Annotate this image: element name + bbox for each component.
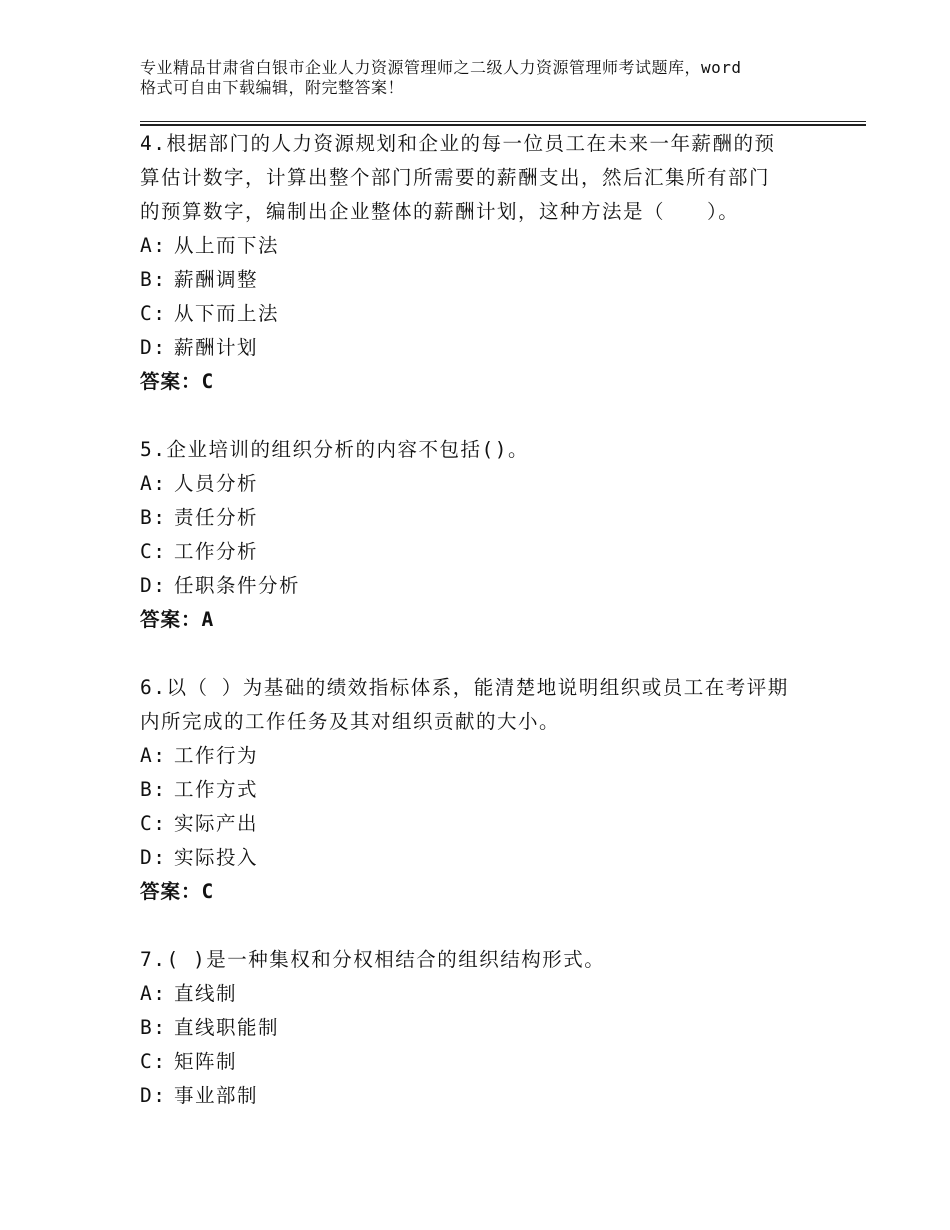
- option-text: 矩阵制: [174, 1050, 238, 1073]
- question-4: [140, 127, 840, 399]
- question-stem: [140, 433, 840, 467]
- option-letter: C:: [140, 302, 167, 325]
- option-c: [140, 807, 840, 841]
- option-text: 工作分析: [174, 540, 259, 563]
- question-spacer: [140, 637, 840, 671]
- option-letter: C:: [140, 812, 167, 835]
- option-b: [140, 1011, 840, 1045]
- question-stem-line: 7.( )是一种集权和分权相结合的组织结构形式。: [140, 948, 606, 971]
- header-divider-thin: [140, 121, 866, 122]
- option-b: [140, 501, 840, 535]
- option-d: [140, 331, 840, 365]
- option-letter: A:: [140, 982, 167, 1005]
- option-text: 从上而下法: [174, 234, 280, 257]
- question-spacer: [140, 399, 840, 433]
- question-stem: [140, 943, 840, 977]
- question-stem-line: 5.企业培训的组织分析的内容不包括()。: [140, 438, 529, 461]
- question-stem: [140, 671, 840, 739]
- option-d: [140, 841, 840, 875]
- document-header: [140, 58, 830, 98]
- option-a: [140, 467, 840, 501]
- option-letter: C:: [140, 540, 167, 563]
- question-stem-line: 内所完成的工作任务及其对组织贡献的大小。: [140, 710, 561, 733]
- option-a: [140, 977, 840, 1011]
- option-letter: D:: [140, 574, 167, 597]
- option-d: [140, 1079, 840, 1113]
- question-stem: [140, 127, 840, 229]
- option-letter: A:: [140, 472, 167, 495]
- option-b: [140, 773, 840, 807]
- option-letter: C:: [140, 1050, 167, 1073]
- option-text: 任职条件分析: [174, 574, 301, 597]
- option-b: [140, 263, 840, 297]
- option-text: 责任分析: [174, 506, 259, 529]
- option-a: [140, 739, 840, 773]
- option-text: 实际投入: [174, 846, 259, 869]
- option-letter: B:: [140, 778, 167, 801]
- question-spacer: [140, 909, 840, 943]
- option-text: 工作方式: [174, 778, 259, 801]
- option-text: 直线职能制: [174, 1016, 280, 1039]
- option-c: [140, 535, 840, 569]
- option-letter: A:: [140, 234, 167, 257]
- question-5: [140, 433, 840, 637]
- option-text: 事业部制: [174, 1084, 259, 1107]
- option-letter: B:: [140, 268, 167, 291]
- option-text: 人员分析: [174, 472, 259, 495]
- option-a: [140, 229, 840, 263]
- answer-label: 答案：C: [140, 370, 215, 393]
- question-6: [140, 671, 840, 909]
- option-letter: B:: [140, 1016, 167, 1039]
- option-letter: A:: [140, 744, 167, 767]
- option-d: [140, 569, 840, 603]
- question-stem-line: 算估计数字，计算出整个部门所需要的薪酬支出，然后汇集所有部门: [140, 166, 771, 189]
- header-line-2: 格式可自由下载编辑，附完整答案！: [140, 78, 405, 97]
- option-letter: B:: [140, 506, 167, 529]
- option-letter: D:: [140, 846, 167, 869]
- option-text: 直线制: [174, 982, 238, 1005]
- option-letter: D:: [140, 1084, 167, 1107]
- option-c: [140, 1045, 840, 1079]
- option-text: 工作行为: [174, 744, 259, 767]
- option-c: [140, 297, 840, 331]
- question-stem-line: 的预算数字，编制出企业整体的薪酬计划，这种方法是（ ）。: [140, 200, 740, 223]
- option-text: 薪酬调整: [174, 268, 259, 291]
- question-list: [140, 127, 840, 1113]
- option-letter: D:: [140, 336, 167, 359]
- option-text: 实际产出: [174, 812, 259, 835]
- question-7: [140, 943, 840, 1113]
- option-text: 薪酬计划: [174, 336, 259, 359]
- question-stem-line: 6.以（ ）为基础的绩效指标体系，能清楚地说明组织或员工在考评期: [140, 676, 789, 699]
- header-line-1: 专业精品甘肃省白银市企业人力资源管理师之二级人力资源管理师考试题库，word: [140, 58, 742, 77]
- option-text: 从下而上法: [174, 302, 280, 325]
- question-stem-line: 4.根据部门的人力资源规划和企业的每一位员工在未来一年薪酬的预: [140, 132, 776, 155]
- header-divider-thick: [140, 124, 866, 126]
- answer-label: 答案：C: [140, 880, 215, 903]
- answer-label: 答案：A: [140, 608, 215, 631]
